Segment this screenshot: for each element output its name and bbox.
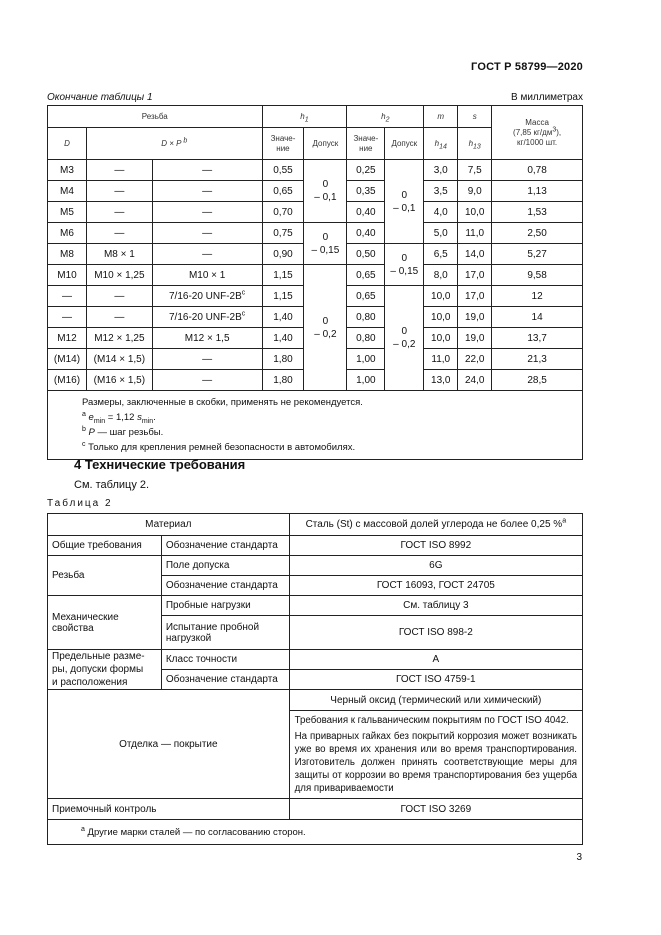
cell-p2: 7/16-20 UNF-$2B^c$ [152, 286, 262, 307]
general-value: ГОСТ ISO 8992 [289, 536, 582, 556]
cell-mass: 5,27 [492, 244, 583, 265]
d-header: D [48, 128, 87, 160]
cell-d: M8 [48, 244, 87, 265]
h1-tolerance-b: 0 – 0,15 [304, 223, 347, 265]
cell-p1: — [86, 160, 152, 181]
cell-h2: 0,40 [347, 223, 385, 244]
cell-p2: — [152, 244, 262, 265]
cell-s: 22,0 [458, 349, 492, 370]
cell-m: 10,0 [424, 286, 458, 307]
finish-coating: Отделка — покрытие [48, 690, 290, 799]
page-number: 3 [576, 852, 582, 863]
cell-p1: M8 × 1 [86, 244, 152, 265]
note-b: $^b$ P — шаг резьбы. [82, 425, 164, 438]
m-header: m [424, 106, 458, 128]
mechanical-properties: Механические свойства [48, 596, 162, 650]
h1-value-header: Значе- ние [262, 128, 304, 160]
cell-mass: 1,13 [492, 181, 583, 202]
cell-p1: — [86, 307, 152, 328]
cell-d: M10 [48, 265, 87, 286]
dxp-header: D × P $^b$ [86, 128, 262, 160]
table-row [48, 223, 583, 244]
cell-m: 13,0 [424, 370, 458, 391]
cell-s: 7,5 [458, 160, 492, 181]
cell-mass: 2,50 [492, 223, 583, 244]
cell-h2: 1,00 [347, 370, 385, 391]
cell-s: 17,0 [458, 286, 492, 307]
mass-header: Масса (7,85 $кг/дм^3$), кг/1000 шт. [492, 106, 583, 160]
table1-units: В миллиметрах [511, 92, 583, 103]
cell-h2: 0,80 [347, 307, 385, 328]
tolerance-field-value: 6G [289, 556, 582, 576]
cell-s: 11,0 [458, 223, 492, 244]
cell-p2: M10 × 1 [152, 265, 262, 286]
cell-m: 10,0 [424, 328, 458, 349]
cell-p1: — [86, 181, 152, 202]
cell-mass: 21,3 [492, 349, 583, 370]
table1-notes [48, 391, 583, 460]
material-label: Материал [48, 514, 290, 536]
h14-header: $h_{14}$ [424, 128, 458, 160]
cell-h1: 1,15 [262, 265, 304, 286]
finish-galvanic: Требования к гальваническим покрытиям по ГОСТ ISO 4042. На приварных гайках без покрытий коррозия может возникать уже во время их хранения или во время транспортирования. Изготовитель должен принять соответствующие меры для защиты от коррозии во время транспортирования без ущерба для привариваемости [289, 711, 582, 799]
limit-std-value: ГОСТ ISO 4759-1 [289, 670, 582, 690]
accuracy-value: A [289, 650, 582, 670]
table-row [48, 160, 583, 181]
cell-p2: — [152, 160, 262, 181]
cell-m: 5,0 [424, 223, 458, 244]
cell-h1: 0,65 [262, 181, 304, 202]
cell-h1: 1,40 [262, 307, 304, 328]
cell-d: M3 [48, 160, 87, 181]
cell-mass: 28,5 [492, 370, 583, 391]
cell-d: (M14) [48, 349, 87, 370]
h2-value-header: Значе- ние [347, 128, 385, 160]
table2-footnote: $^a$ Другие марки сталей — по согласованию сторон. [48, 820, 583, 845]
cell-d: M4 [48, 181, 87, 202]
cell-p1: M12 × 1,25 [86, 328, 152, 349]
h1-header: $h_1$ [262, 106, 347, 128]
cell-h2: 0,65 [347, 265, 385, 286]
limit-dimensions: Предельные разме- ры, допуски формы и расположения [48, 650, 162, 690]
thread-label: Резьба [48, 556, 162, 596]
cell-p2: — [152, 223, 262, 244]
cell-m: 4,0 [424, 202, 458, 223]
material-value: Сталь (St) с массовой долей углерода не более 0,25 %$^a$ [289, 514, 582, 536]
cell-mass: 0,78 [492, 160, 583, 181]
thread-std-value: ГОСТ 16093, ГОСТ 24705 [289, 576, 582, 596]
cell-s: 9,0 [458, 181, 492, 202]
note-brackets: Размеры, заключенные в скобки, применять не рекомендуется. [82, 397, 363, 408]
std-designation: Обозначение стандарта [161, 576, 289, 596]
note-c: $^c$ Только для крепления ремней безопасности в автомобилях. [82, 440, 356, 453]
cell-h1: 1,80 [262, 370, 304, 391]
cell-d: — [48, 307, 87, 328]
table2 [47, 513, 583, 845]
cell-p1: — [86, 223, 152, 244]
std-designation: Обозначение стандарта [161, 536, 289, 556]
cell-p2: 7/16-20 UNF-$2B^c$ [152, 307, 262, 328]
accuracy-class: Класс точности [161, 650, 289, 670]
h2-header: $h_2$ [347, 106, 424, 128]
section-title: 4 Технические требования [74, 457, 246, 472]
section-see-table: См. таблицу 2. [74, 479, 150, 491]
cell-m: 8,0 [424, 265, 458, 286]
cell-h1: 1,40 [262, 328, 304, 349]
general-requirements: Общие требования [48, 536, 162, 556]
cell-p1: — [86, 286, 152, 307]
h1-tolerance-c: 0 – 0,2 [304, 265, 347, 391]
cell-d: — [48, 286, 87, 307]
cell-m: 10,0 [424, 307, 458, 328]
cell-d: M6 [48, 223, 87, 244]
cell-m: 3,0 [424, 160, 458, 181]
cell-p2: M12 × 1,5 [152, 328, 262, 349]
cell-h2: 0,35 [347, 181, 385, 202]
h13-header: $h_{13}$ [458, 128, 492, 160]
cell-mass: 12 [492, 286, 583, 307]
table2-label: Таблица 2 [47, 498, 113, 509]
h2-tolerance-header: Допуск [385, 128, 424, 160]
cell-h1: 0,90 [262, 244, 304, 265]
cell-mass: 1,53 [492, 202, 583, 223]
proof-loads: Пробные нагрузки [161, 596, 289, 616]
h2-tolerance-a: 0 – 0,1 [385, 160, 424, 244]
std-designation: Обозначение стандарта [161, 670, 289, 690]
cell-p2: — [152, 370, 262, 391]
cell-h2: 0,40 [347, 202, 385, 223]
cell-mass: 14 [492, 307, 583, 328]
tolerance-field: Поле допуска [161, 556, 289, 576]
cell-d: M5 [48, 202, 87, 223]
cell-s: 19,0 [458, 307, 492, 328]
document-code: ГОСТ Р 58799—2020 [471, 61, 583, 73]
cell-p2: — [152, 202, 262, 223]
cell-mass: 9,58 [492, 265, 583, 286]
table1-continuation-label: Окончание таблицы 1 [47, 92, 153, 103]
table-row [48, 265, 583, 286]
cell-m: 3,5 [424, 181, 458, 202]
cell-h1: 1,15 [262, 286, 304, 307]
cell-h2: 0,65 [347, 286, 385, 307]
cell-s: 24,0 [458, 370, 492, 391]
cell-s: 10,0 [458, 202, 492, 223]
finish-oxide: Черный оксид (термический или химический) [289, 690, 582, 711]
cell-mass: 13,7 [492, 328, 583, 349]
cell-p2: — [152, 349, 262, 370]
h2-tolerance-b: 0 – 0,15 [385, 244, 424, 286]
cell-h1: 0,75 [262, 223, 304, 244]
h1-tolerance-header: Допуск [304, 128, 347, 160]
proof-test-value: ГОСТ ISO 898-2 [289, 616, 582, 650]
table1 [47, 105, 583, 460]
acceptance-control: Приемочный контроль [48, 799, 290, 820]
cell-s: 14,0 [458, 244, 492, 265]
h2-tolerance-c: 0 – 0,2 [385, 286, 424, 391]
cell-h2: 1,00 [347, 349, 385, 370]
cell-h1: 0,55 [262, 160, 304, 181]
proof-loads-value: См. таблицу 3 [289, 596, 582, 616]
cell-m: 11,0 [424, 349, 458, 370]
cell-h2: 0,25 [347, 160, 385, 181]
cell-m: 6,5 [424, 244, 458, 265]
proof-test: Испытание пробной нагрузкой [161, 616, 289, 650]
cell-p1: — [86, 202, 152, 223]
note-a: $^a$ $e_{min} = 1,12$ $s_{min}$. [82, 410, 156, 425]
cell-h2: 0,80 [347, 328, 385, 349]
cell-h1: 1,80 [262, 349, 304, 370]
cell-s: 17,0 [458, 265, 492, 286]
cell-h2: 0,50 [347, 244, 385, 265]
cell-p1: (M14 × 1,5) [86, 349, 152, 370]
thread-header: Резьба [48, 106, 263, 128]
cell-s: 19,0 [458, 328, 492, 349]
cell-h1: 0,70 [262, 202, 304, 223]
cell-p1: M10 × 1,25 [86, 265, 152, 286]
cell-p2: — [152, 181, 262, 202]
acceptance-value: ГОСТ ISO 3269 [289, 799, 582, 820]
cell-p1: (M16 × 1,5) [86, 370, 152, 391]
s-header: s [458, 106, 492, 128]
h1-tolerance-a: 0 – 0,1 [304, 160, 347, 223]
cell-d: M12 [48, 328, 87, 349]
cell-d: (M16) [48, 370, 87, 391]
